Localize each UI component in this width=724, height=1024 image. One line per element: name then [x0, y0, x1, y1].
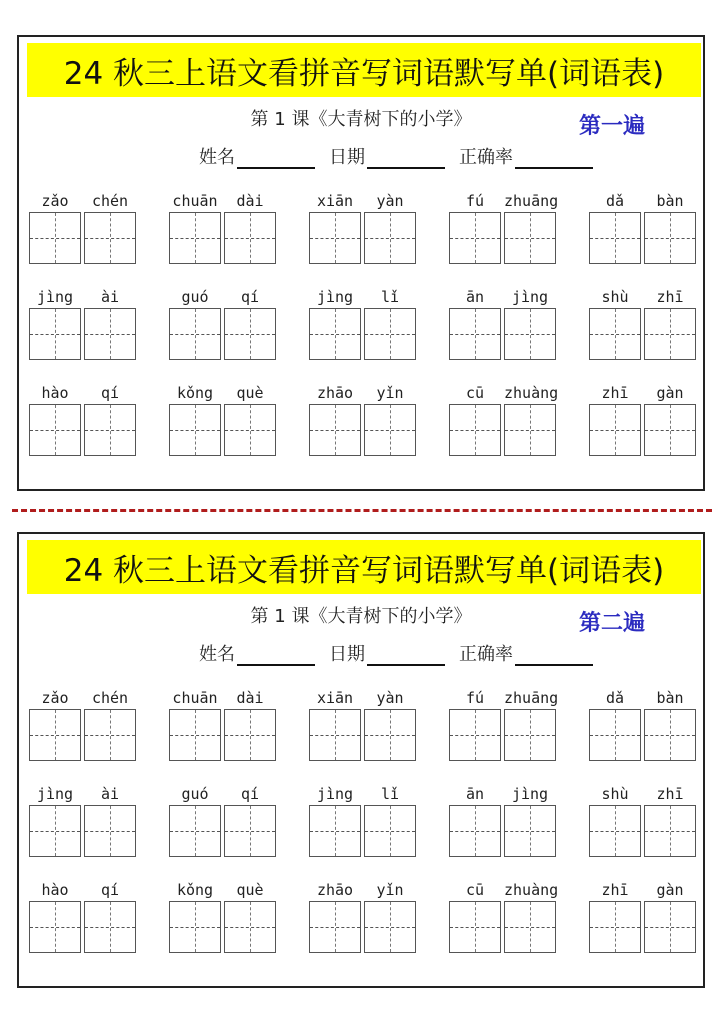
- writing-grid-cell[interactable]: [644, 709, 696, 761]
- writing-grid-cell[interactable]: [449, 901, 501, 953]
- writing-grid-cell[interactable]: [309, 805, 361, 857]
- writing-grid-cell[interactable]: [84, 901, 136, 953]
- writing-grid-cell[interactable]: [449, 404, 501, 456]
- pass-label: 第二遍: [579, 610, 646, 636]
- pinyin-label: cū: [465, 384, 485, 402]
- pinyin-label: jìng: [36, 785, 74, 803]
- date-label: 日期: [329, 147, 365, 168]
- writing-grid-cell[interactable]: [224, 404, 276, 456]
- pinyin-label: fú: [465, 689, 485, 707]
- writing-grid-cell[interactable]: [504, 212, 556, 264]
- pinyin-label: dài: [236, 192, 264, 210]
- writing-grid-cell[interactable]: [29, 404, 81, 456]
- writing-grid-cell[interactable]: [169, 901, 221, 953]
- lesson-title: 第 1 课《大青树下的小学》: [250, 109, 472, 130]
- date-blank[interactable]: [367, 644, 445, 666]
- writing-grid-cell[interactable]: [449, 805, 501, 857]
- writing-grid-cell[interactable]: [169, 404, 221, 456]
- pinyin-label: zhāo: [316, 384, 354, 402]
- pinyin-label: fú: [465, 192, 485, 210]
- dictation-sheet-1: [17, 35, 705, 491]
- writing-grid-cell[interactable]: [449, 308, 501, 360]
- lesson-title: 第 1 课《大青树下的小学》: [250, 606, 472, 627]
- pinyin-label: dǎ: [605, 689, 625, 707]
- writing-grid-cell[interactable]: [504, 805, 556, 857]
- pinyin-label: chuān: [172, 689, 218, 707]
- writing-grid-cell[interactable]: [84, 404, 136, 456]
- pinyin-label: jìng: [36, 288, 74, 306]
- pinyin-label: chén: [91, 192, 129, 210]
- pinyin-label: zǎo: [41, 192, 69, 210]
- pinyin-label: guó: [181, 288, 209, 306]
- writing-grid-cell[interactable]: [224, 308, 276, 360]
- pinyin-label: gàn: [656, 881, 684, 899]
- accuracy-label: 正确率: [459, 147, 513, 168]
- writing-grid-cell[interactable]: [589, 308, 641, 360]
- name-blank[interactable]: [237, 644, 315, 666]
- writing-grid-cell[interactable]: [644, 404, 696, 456]
- writing-grid-cell[interactable]: [29, 805, 81, 857]
- pinyin-label: què: [236, 881, 264, 899]
- pinyin-label: zhuāng: [504, 689, 559, 707]
- pinyin-label: zhuàng: [504, 384, 559, 402]
- pinyin-label: ān: [465, 785, 485, 803]
- accuracy-blank[interactable]: [515, 147, 593, 169]
- writing-grid-cell[interactable]: [449, 212, 501, 264]
- name-label: 姓名: [199, 644, 235, 665]
- accuracy-blank[interactable]: [515, 644, 593, 666]
- writing-grid-cell[interactable]: [29, 212, 81, 264]
- student-info: [199, 640, 607, 666]
- writing-grid-cell[interactable]: [84, 709, 136, 761]
- pinyin-label: chén: [91, 689, 129, 707]
- date-field: [329, 640, 445, 666]
- date-field: [329, 143, 445, 169]
- pinyin-label: cū: [465, 881, 485, 899]
- writing-grid-cell[interactable]: [84, 308, 136, 360]
- writing-grid-cell[interactable]: [589, 805, 641, 857]
- pinyin-label: zhuàng: [504, 881, 559, 899]
- pinyin-label: shù: [601, 288, 629, 306]
- writing-grid-cell[interactable]: [169, 308, 221, 360]
- writing-grid-cell[interactable]: [504, 404, 556, 456]
- pinyin-label: ān: [465, 288, 485, 306]
- pinyin-label: què: [236, 384, 264, 402]
- pinyin-label: chuān: [172, 192, 218, 210]
- pinyin-label: jìng: [511, 785, 549, 803]
- writing-grid-cell[interactable]: [224, 709, 276, 761]
- writing-grid-cell[interactable]: [644, 308, 696, 360]
- writing-grid-cell[interactable]: [589, 404, 641, 456]
- pinyin-label: jìng: [316, 785, 354, 803]
- name-label: 姓名: [199, 147, 235, 168]
- pinyin-label: qí: [240, 288, 260, 306]
- pinyin-label: kǒng: [176, 384, 214, 402]
- accuracy-field: [459, 640, 593, 666]
- accuracy-label: 正确率: [459, 644, 513, 665]
- writing-grid-cell[interactable]: [169, 805, 221, 857]
- date-blank[interactable]: [367, 147, 445, 169]
- writing-grid-cell[interactable]: [504, 901, 556, 953]
- writing-grid-cell[interactable]: [589, 212, 641, 264]
- writing-grid-cell[interactable]: [309, 212, 361, 264]
- pinyin-label: zhī: [601, 384, 629, 402]
- pinyin-label: dǎ: [605, 192, 625, 210]
- writing-grid-cell[interactable]: [364, 404, 416, 456]
- pinyin-label: zǎo: [41, 689, 69, 707]
- writing-grid-cell[interactable]: [84, 805, 136, 857]
- name-field: [199, 143, 315, 169]
- sheet-title: 24 秋三上语文看拼音写词语默写单(词语表): [27, 540, 701, 594]
- pinyin-label: zhuāng: [504, 192, 559, 210]
- pass-label: 第一遍: [579, 113, 646, 139]
- pinyin-label: xiān: [316, 689, 354, 707]
- cut-line-divider: [12, 509, 712, 512]
- pinyin-label: jìng: [316, 288, 354, 306]
- writing-grid-cell[interactable]: [589, 709, 641, 761]
- writing-grid-cell[interactable]: [364, 709, 416, 761]
- writing-grid-cell[interactable]: [504, 709, 556, 761]
- writing-grid-cell[interactable]: [364, 212, 416, 264]
- writing-grid-cell[interactable]: [504, 308, 556, 360]
- writing-grid-cell[interactable]: [84, 212, 136, 264]
- name-blank[interactable]: [237, 147, 315, 169]
- student-info: [199, 143, 607, 169]
- pinyin-label: yàn: [376, 689, 404, 707]
- writing-grid-cell[interactable]: [29, 308, 81, 360]
- writing-grid-cell[interactable]: [309, 709, 361, 761]
- pinyin-label: bàn: [656, 689, 684, 707]
- sheet-title: 24 秋三上语文看拼音写词语默写单(词语表): [27, 43, 701, 97]
- pinyin-label: qí: [100, 881, 120, 899]
- writing-grid-cell[interactable]: [29, 709, 81, 761]
- pinyin-label: qí: [240, 785, 260, 803]
- pinyin-label: lǐ: [380, 785, 400, 803]
- pinyin-label: zhī: [656, 288, 684, 306]
- pinyin-label: dài: [236, 689, 264, 707]
- writing-grid-cell[interactable]: [449, 709, 501, 761]
- pinyin-label: hào: [41, 384, 69, 402]
- writing-grid-cell[interactable]: [309, 901, 361, 953]
- pinyin-label: shù: [601, 785, 629, 803]
- pinyin-label: xiān: [316, 192, 354, 210]
- date-label: 日期: [329, 644, 365, 665]
- writing-grid-cell[interactable]: [169, 709, 221, 761]
- pinyin-label: hào: [41, 881, 69, 899]
- pinyin-label: zhāo: [316, 881, 354, 899]
- dictation-sheet-2: [17, 532, 705, 988]
- pinyin-label: guó: [181, 785, 209, 803]
- writing-grid-cell[interactable]: [644, 212, 696, 264]
- writing-grid-cell[interactable]: [29, 901, 81, 953]
- writing-grid-cell[interactable]: [224, 805, 276, 857]
- pinyin-label: qí: [100, 384, 120, 402]
- pinyin-label: gàn: [656, 384, 684, 402]
- pinyin-label: kǒng: [176, 881, 214, 899]
- pinyin-label: zhī: [601, 881, 629, 899]
- writing-grid-cell[interactable]: [589, 901, 641, 953]
- pinyin-label: jìng: [511, 288, 549, 306]
- writing-grid-cell[interactable]: [309, 404, 361, 456]
- writing-grid-cell[interactable]: [224, 901, 276, 953]
- pinyin-label: yǐn: [376, 881, 404, 899]
- pinyin-label: lǐ: [380, 288, 400, 306]
- pinyin-label: ài: [100, 785, 120, 803]
- name-field: [199, 640, 315, 666]
- pinyin-label: yǐn: [376, 384, 404, 402]
- pinyin-label: zhī: [656, 785, 684, 803]
- writing-grid-cell[interactable]: [644, 901, 696, 953]
- pinyin-label: bàn: [656, 192, 684, 210]
- writing-grid-cell[interactable]: [309, 308, 361, 360]
- pinyin-label: ài: [100, 288, 120, 306]
- writing-grid-cell[interactable]: [364, 805, 416, 857]
- writing-grid-cell[interactable]: [224, 212, 276, 264]
- writing-grid-cell[interactable]: [364, 901, 416, 953]
- writing-grid-cell[interactable]: [169, 212, 221, 264]
- writing-grid-cell[interactable]: [644, 805, 696, 857]
- writing-grid-cell[interactable]: [364, 308, 416, 360]
- pinyin-label: yàn: [376, 192, 404, 210]
- accuracy-field: [459, 143, 593, 169]
